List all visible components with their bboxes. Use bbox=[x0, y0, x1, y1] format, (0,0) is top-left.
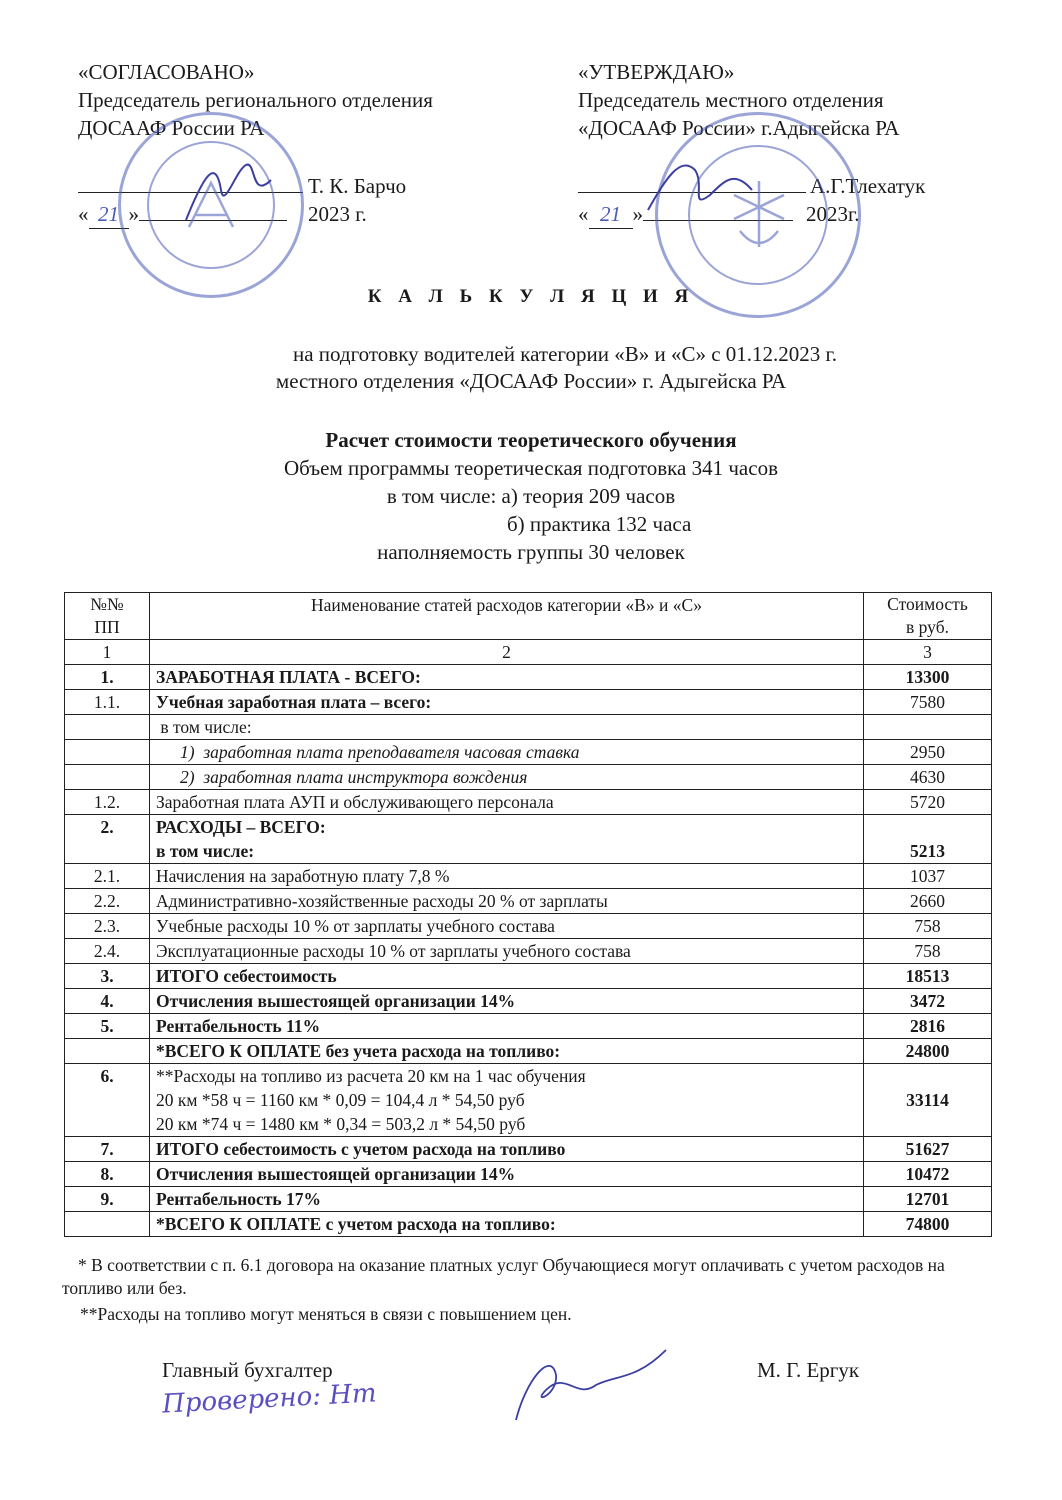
table-row bbox=[65, 939, 992, 964]
row-name: ЗАРАБОТНАЯ ПЛАТА - ВСЕГО: bbox=[150, 665, 864, 690]
row-value: 758 bbox=[864, 939, 992, 964]
row-value: 12701 bbox=[864, 1187, 992, 1212]
row-value: 2816 bbox=[864, 1014, 992, 1039]
table-row bbox=[65, 1212, 992, 1237]
row-number: 1.1. bbox=[65, 690, 150, 715]
row-value: 51627 bbox=[864, 1137, 992, 1162]
row-name: Начисления на заработную плату 7,8 % bbox=[150, 864, 864, 889]
table-row bbox=[65, 1039, 992, 1064]
row-value: 7580 bbox=[864, 690, 992, 715]
table-row bbox=[65, 889, 992, 914]
table-row bbox=[65, 964, 992, 989]
row-number: 9. bbox=[65, 1187, 150, 1212]
row-number: 8. bbox=[65, 1162, 150, 1187]
row-name: ИТОГО себестоимость bbox=[150, 964, 864, 989]
approval-right-year: 2023г. bbox=[806, 202, 860, 226]
table-row bbox=[65, 989, 992, 1014]
footnote-fuel: **Расходы на топливо могут меняться в связи с повышением цен. bbox=[80, 1304, 572, 1324]
approval-left-stamp: «СОГЛАСОВАНО» bbox=[78, 60, 255, 84]
row-name-line: 20 км *58 ч = 1160 км * 0,09 = 104,4 л * 54,50 руб bbox=[156, 1090, 525, 1110]
row-name: *ВСЕГО К ОПЛАТЕ с учетом расхода на топливо: bbox=[150, 1212, 864, 1237]
group-size: наполняемость группы 30 человек bbox=[377, 540, 685, 564]
document-title: К А Л Ь К У Л Я Ц И Я bbox=[367, 286, 695, 307]
footnote-payment: * В соответствии с п. 6.1 договора на оказание платных услуг Обучающиеся могут оплачивать с учетом расходов на топливо или без. bbox=[62, 1255, 945, 1298]
row-value bbox=[864, 715, 992, 740]
row-value: 74800 bbox=[864, 1212, 992, 1237]
row-name: Рентабельность 17% bbox=[150, 1187, 864, 1212]
row-value: 10472 bbox=[864, 1162, 992, 1187]
row-number bbox=[65, 1212, 150, 1237]
program-theory: в том числе: а) теория 209 часов bbox=[386, 484, 676, 508]
row-name: Заработная плата АУП и обслуживающего персонала bbox=[150, 790, 864, 815]
table-row bbox=[65, 665, 992, 690]
row-number: 4. bbox=[65, 989, 150, 1014]
row-name: в том числе: bbox=[150, 715, 864, 740]
row-name: Учебная заработная плата – всего: bbox=[150, 690, 864, 715]
program-volume: Объем программы теоретическая подготовка 341 часов bbox=[283, 456, 778, 480]
row-value: 33114 bbox=[864, 1064, 992, 1137]
row-number: 2.4. bbox=[65, 939, 150, 964]
table-row bbox=[65, 1137, 992, 1162]
row-name: Рентабельность 11% bbox=[150, 1014, 864, 1039]
table-row bbox=[65, 690, 992, 715]
approval-left-line1: Председатель регионального отделения bbox=[78, 88, 433, 112]
index-cell: 1 bbox=[65, 640, 150, 665]
row-number bbox=[65, 765, 150, 790]
row-name bbox=[150, 815, 864, 864]
handwritten-note: Проверено: Нт bbox=[161, 1378, 378, 1420]
row-name-line: 20 км *74 ч = 1480 км * 0,34 = 503,2 л * 54,50 руб bbox=[156, 1114, 526, 1134]
row-name-line: **Расходы на топливо из расчета 20 км на 1 час обучения bbox=[156, 1066, 586, 1086]
row-number: 2. bbox=[65, 815, 150, 864]
approval-right-line1: Председатель местного отделения bbox=[578, 88, 884, 112]
row-value: 1037 bbox=[864, 864, 992, 889]
section-title: Расчет стоимости теоретического обучения bbox=[325, 428, 737, 452]
document-subtitle-2: местного отделения «ДОСААФ России» г. Адыгейска РА bbox=[275, 369, 787, 393]
approval-left-year: 2023 г. bbox=[308, 202, 367, 226]
row-name: Отчисления вышестоящей организации 14% bbox=[150, 989, 864, 1014]
row-name: Отчисления вышестоящей организации 14% bbox=[150, 1162, 864, 1187]
calculation-table bbox=[64, 592, 992, 1237]
program-practice: б) практика 132 часа bbox=[507, 512, 692, 536]
row-number bbox=[65, 715, 150, 740]
row-name: ИТОГО себестоимость с учетом расхода на топливо bbox=[150, 1137, 864, 1162]
document-subtitle-1: на подготовку водителей категории «В» и «С» с 01.12.2023 г. bbox=[292, 342, 838, 366]
index-cell: 2 bbox=[150, 640, 864, 665]
footer-role: Главный бухгалтер bbox=[162, 1358, 333, 1382]
approval-left-name: Т. К. Барчо bbox=[308, 174, 407, 198]
row-name: 2) заработная плата инструктора вождения bbox=[150, 765, 864, 790]
row-name: *ВСЕГО К ОПЛАТЕ без учета расхода на топливо: bbox=[150, 1039, 864, 1064]
left-signature bbox=[176, 150, 286, 230]
row-number: 2.2. bbox=[65, 889, 150, 914]
footer-name: М. Г. Ергук bbox=[757, 1358, 860, 1382]
row-name bbox=[150, 1064, 864, 1137]
table-row bbox=[65, 790, 992, 815]
table-row bbox=[65, 1064, 992, 1137]
approval-right-stamp: «УТВЕРЖДАЮ» bbox=[578, 60, 735, 84]
col-header-cost: Стоимость в руб. bbox=[864, 593, 992, 640]
table-header-row bbox=[65, 593, 992, 640]
accountant-signature bbox=[496, 1340, 686, 1430]
row-number: 6. bbox=[65, 1064, 150, 1137]
row-number: 2.1. bbox=[65, 864, 150, 889]
row-number bbox=[65, 740, 150, 765]
row-number bbox=[65, 1039, 150, 1064]
row-value: 18513 bbox=[864, 964, 992, 989]
table-row bbox=[65, 740, 992, 765]
row-value: 3472 bbox=[864, 989, 992, 1014]
approval-right-line2: «ДОСААФ России» г.Адыгейска РА bbox=[578, 116, 900, 140]
approval-right-name: А.Г.Тлехатук bbox=[810, 174, 926, 198]
row-value: 13300 bbox=[864, 665, 992, 690]
table-row bbox=[65, 1187, 992, 1212]
row-name: Эксплуатационные расходы 10 % от зарплаты учебного состава bbox=[150, 939, 864, 964]
row-name: 1) заработная плата преподавателя часовая ставка bbox=[150, 740, 864, 765]
index-cell: 3 bbox=[864, 640, 992, 665]
approval-right-date: « 21 » bbox=[578, 200, 793, 229]
row-number: 3. bbox=[65, 964, 150, 989]
table-row bbox=[65, 715, 992, 740]
row-value: 2950 bbox=[864, 740, 992, 765]
col-header-number: №№ ПП bbox=[65, 593, 150, 640]
row-value: 758 bbox=[864, 914, 992, 939]
approval-left-date: « 21 » bbox=[78, 200, 287, 229]
row-name: Учебные расходы 10 % от зарплаты учебного состава bbox=[150, 914, 864, 939]
row-value: 2660 bbox=[864, 889, 992, 914]
row-name-line: РАСХОДЫ – ВСЕГО: bbox=[156, 817, 326, 837]
row-value: 5720 bbox=[864, 790, 992, 815]
table-row bbox=[65, 815, 992, 864]
table-row bbox=[65, 1162, 992, 1187]
table-row bbox=[65, 864, 992, 889]
approval-left-line2: ДОСААФ России РА bbox=[78, 116, 265, 140]
table-row bbox=[65, 1014, 992, 1039]
row-number: 5. bbox=[65, 1014, 150, 1039]
row-number: 2.3. bbox=[65, 914, 150, 939]
row-name-line: в том числе: bbox=[156, 841, 255, 861]
col-header-name: Наименование статей расходов категории «В» и «С» bbox=[150, 593, 864, 640]
table-row bbox=[65, 914, 992, 939]
row-number: 1.2. bbox=[65, 790, 150, 815]
row-value: 4630 bbox=[864, 765, 992, 790]
row-value: 24800 bbox=[864, 1039, 992, 1064]
row-value: 5213 bbox=[864, 815, 992, 864]
table-row bbox=[65, 765, 992, 790]
row-number: 7. bbox=[65, 1137, 150, 1162]
table-index-row bbox=[65, 640, 992, 665]
right-signature bbox=[640, 150, 760, 230]
row-number: 1. bbox=[65, 665, 150, 690]
row-name: Административно-хозяйственные расходы 20 % от зарплаты bbox=[150, 889, 864, 914]
